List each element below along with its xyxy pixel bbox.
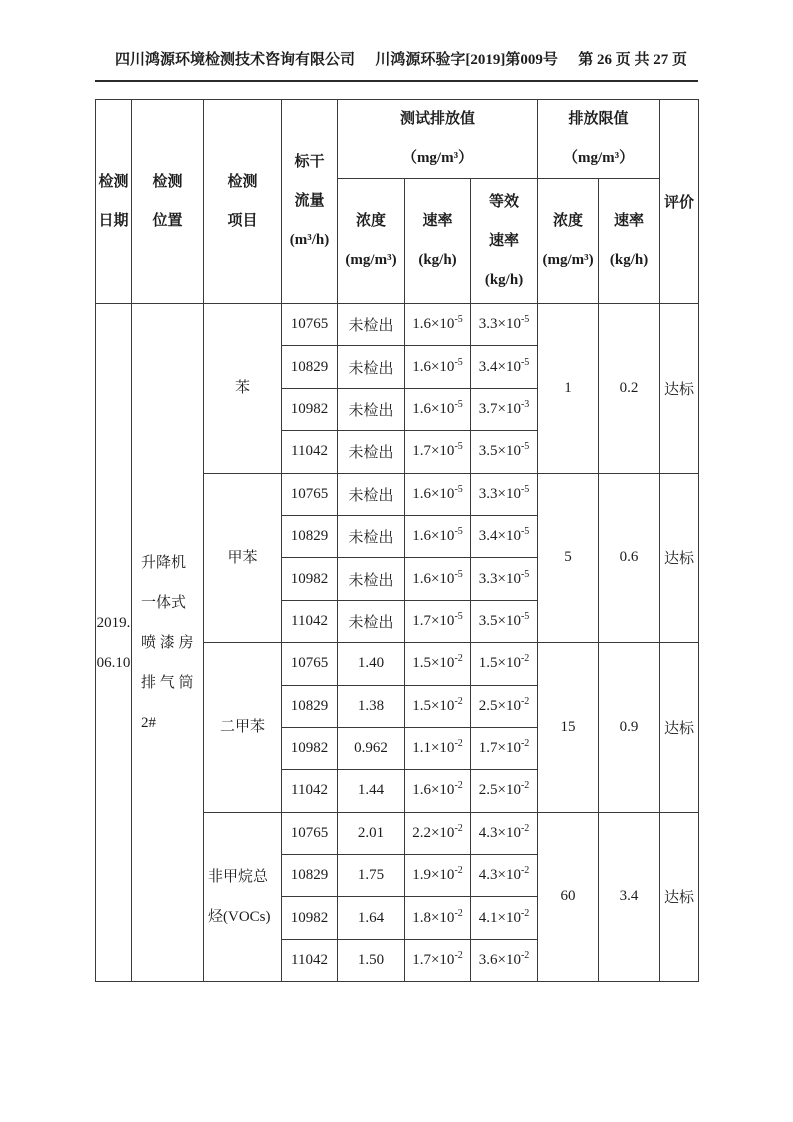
location-cell — [132, 304, 204, 982]
flow-cell: 10982 — [282, 897, 338, 939]
cell-line: 排放限值 — [568, 111, 629, 127]
cell-line: 浓度 — [553, 213, 584, 229]
rate-cell — [405, 600, 471, 642]
scientific-value: $4.1\times 10^{-2}$ — [478, 907, 530, 926]
cell-line: 一体式 — [141, 594, 187, 611]
flow-cell: 10829 — [282, 346, 338, 388]
cell-line: （mg/m³） — [401, 150, 474, 166]
item-cell — [204, 812, 282, 982]
scientific-value: $1.1\times 10^{-2}$ — [412, 738, 463, 757]
equivalent-rate-cell — [471, 346, 538, 388]
flow-cell: 10982 — [282, 558, 338, 600]
concentration-cell: 未检出 — [338, 473, 405, 515]
flow-cell: 10765 — [282, 643, 338, 685]
concentration-cell: 未检出 — [338, 558, 405, 600]
concentration-cell: 0.962 — [338, 727, 405, 769]
cell-line: 速率 — [614, 213, 645, 229]
flow-cell: 10765 — [282, 812, 338, 854]
equivalent-rate-cell — [471, 558, 538, 600]
scientific-value: $1.7\times 10^{-2}$ — [412, 950, 463, 969]
cell-line: 项目 — [227, 212, 258, 229]
scientific-value: $1.6\times 10^{-5}$ — [412, 526, 463, 545]
scientific-value: $2.2\times 10^{-2}$ — [412, 822, 463, 841]
scientific-value: $1.5\times 10^{-2}$ — [478, 653, 530, 672]
cell-line: 等效 — [489, 193, 520, 210]
flow-cell: 10765 — [282, 473, 338, 515]
equivalent-rate-cell — [471, 515, 538, 557]
rate-cell — [405, 643, 471, 685]
header-detection-item — [204, 100, 282, 304]
cell-line: (mg/m³) — [542, 252, 594, 268]
cell-line: (mg/m³) — [345, 252, 397, 268]
evaluation-cell: 达标 — [660, 304, 699, 474]
equivalent-rate-cell — [471, 770, 538, 812]
equivalent-rate-cell — [471, 431, 538, 473]
flow-cell: 10829 — [282, 515, 338, 557]
rate-cell — [405, 770, 471, 812]
rate-cell — [405, 515, 471, 557]
cell-line: 测试排放值 — [400, 111, 476, 127]
header-test-concentration — [338, 179, 405, 304]
scientific-value: $1.7\times 10^{-5}$ — [412, 441, 463, 460]
item-cell — [204, 473, 282, 643]
evaluation-cell: 达标 — [660, 643, 699, 813]
equivalent-rate-cell — [471, 600, 538, 642]
cell-line: 2# — [141, 714, 156, 731]
equivalent-rate-cell — [471, 388, 538, 430]
scientific-value: $1.6\times 10^{-5}$ — [412, 398, 463, 417]
limit-rate-cell: 0.2 — [599, 304, 660, 474]
header-equivalent-rate — [471, 179, 538, 304]
cell-line: (kg/h) — [484, 271, 524, 288]
scientific-value: $3.3\times 10^{-5}$ — [478, 483, 530, 502]
scientific-value: $1.6\times 10^{-5}$ — [412, 314, 463, 333]
rate-cell — [405, 812, 471, 854]
date-cell — [96, 304, 132, 982]
rate-cell — [405, 897, 471, 939]
limit-rate-cell: 0.6 — [599, 473, 660, 643]
concentration-cell: 未检出 — [338, 304, 405, 346]
equivalent-rate-cell — [471, 685, 538, 727]
flow-cell: 10982 — [282, 388, 338, 430]
scientific-value: $1.6\times 10^{-2}$ — [412, 780, 463, 799]
company-name: 四川鸿源环境检测技术咨询有限公司 — [115, 52, 356, 68]
limit-rate-cell: 0.9 — [599, 643, 660, 813]
flow-cell: 11042 — [282, 431, 338, 473]
item-cell — [204, 304, 282, 474]
cell-line: 速率 — [422, 213, 453, 229]
header-test-emission-group — [338, 100, 538, 179]
limit-concentration-cell: 60 — [538, 812, 599, 982]
equivalent-rate-cell — [471, 939, 538, 981]
cell-line: 甲苯 — [227, 549, 258, 566]
header-limit-rate — [599, 179, 660, 304]
header-test-rate — [405, 179, 471, 304]
concentration-cell: 1.50 — [338, 939, 405, 981]
rate-cell — [405, 388, 471, 430]
limit-concentration-cell: 15 — [538, 643, 599, 813]
limit-concentration-cell: 5 — [538, 473, 599, 643]
cell-line: (m³/h) — [289, 232, 330, 248]
scientific-value: $3.6\times 10^{-2}$ — [478, 950, 530, 969]
flow-cell: 10829 — [282, 855, 338, 897]
cell-line: 检测 — [227, 173, 258, 190]
header-emission-limit-group — [538, 100, 660, 179]
page-header — [95, 50, 698, 82]
concentration-cell: 1.64 — [338, 897, 405, 939]
flow-cell: 10829 — [282, 685, 338, 727]
emission-test-table — [95, 99, 699, 982]
cell-line: 喷 漆 房 — [141, 634, 194, 651]
scientific-value: $4.3\times 10^{-2}$ — [478, 822, 530, 841]
scientific-value: $3.4\times 10^{-5}$ — [478, 526, 530, 545]
scientific-value: $2.5\times 10^{-2}$ — [478, 780, 530, 799]
cell-line: 检测 — [152, 173, 183, 190]
concentration-cell: 1.75 — [338, 855, 405, 897]
concentration-cell: 1.44 — [338, 770, 405, 812]
flow-cell: 11042 — [282, 939, 338, 981]
equivalent-rate-cell — [471, 897, 538, 939]
header-standard-dry-flow — [282, 100, 338, 304]
scientific-value: $3.4\times 10^{-5}$ — [478, 356, 530, 375]
cell-line: 烃(VOCs) — [208, 908, 271, 925]
equivalent-rate-cell — [471, 855, 538, 897]
cell-line: 速率 — [489, 232, 520, 249]
scientific-value: $1.6\times 10^{-5}$ — [412, 568, 463, 587]
cell-line: 位置 — [152, 212, 183, 229]
scientific-value: $1.5\times 10^{-2}$ — [412, 653, 463, 672]
scientific-value: $2.5\times 10^{-2}$ — [478, 695, 530, 714]
header-detection-date — [96, 100, 132, 304]
cell-line: （mg/m³） — [562, 150, 635, 166]
doc-number: 川鸿源环验字[2019]第009号 — [375, 52, 558, 68]
table-body — [96, 304, 699, 982]
cell-line: 升降机 — [141, 554, 187, 571]
header-detection-location — [132, 100, 204, 304]
cell-line: 2019. — [96, 614, 131, 631]
cell-line: 非甲烷总 — [208, 868, 269, 885]
scientific-value: $1.7\times 10^{-5}$ — [412, 610, 463, 629]
concentration-cell: 未检出 — [338, 600, 405, 642]
evaluation-cell: 达标 — [660, 812, 699, 982]
cell-line: 流量 — [294, 193, 325, 209]
equivalent-rate-cell — [471, 727, 538, 769]
flow-cell: 10982 — [282, 727, 338, 769]
rate-cell — [405, 558, 471, 600]
header-limit-concentration — [538, 179, 599, 304]
rate-cell — [405, 473, 471, 515]
rate-cell — [405, 431, 471, 473]
concentration-cell: 1.40 — [338, 643, 405, 685]
scientific-value: $1.9\times 10^{-2}$ — [412, 865, 463, 884]
flow-cell: 11042 — [282, 770, 338, 812]
rate-cell — [405, 939, 471, 981]
cell-line: 标干 — [294, 154, 325, 170]
concentration-cell: 未检出 — [338, 431, 405, 473]
scientific-value: $1.6\times 10^{-5}$ — [412, 483, 463, 502]
limit-concentration-cell: 1 — [538, 304, 599, 474]
scientific-value: $3.7\times 10^{-3}$ — [478, 398, 530, 417]
concentration-cell: 未检出 — [338, 515, 405, 557]
flow-cell: 10765 — [282, 304, 338, 346]
rate-cell — [405, 855, 471, 897]
rate-cell — [405, 685, 471, 727]
cell-line: 苯 — [234, 380, 250, 397]
concentration-cell: 未检出 — [338, 346, 405, 388]
limit-rate-cell: 3.4 — [599, 812, 660, 982]
rate-cell — [405, 346, 471, 388]
scientific-value: $3.5\times 10^{-5}$ — [478, 610, 530, 629]
cell-line: (kg/h) — [418, 252, 457, 268]
header-evaluation: 评价 — [660, 100, 699, 304]
item-cell — [204, 643, 282, 813]
scientific-value: $3.3\times 10^{-5}$ — [478, 568, 530, 587]
equivalent-rate-cell — [471, 643, 538, 685]
cell-line: 日期 — [98, 212, 129, 229]
cell-line: 06.10 — [96, 654, 131, 671]
cell-line: 排 气 筒 — [141, 674, 194, 691]
equivalent-rate-cell — [471, 304, 538, 346]
scientific-value: $3.3\times 10^{-5}$ — [478, 314, 530, 333]
scientific-value: $1.7\times 10^{-2}$ — [478, 738, 530, 757]
concentration-cell: 1.38 — [338, 685, 405, 727]
concentration-cell: 未检出 — [338, 388, 405, 430]
scientific-value: $1.6\times 10^{-5}$ — [412, 356, 463, 375]
flow-cell: 11042 — [282, 600, 338, 642]
scientific-value: $3.5\times 10^{-5}$ — [478, 441, 530, 460]
cell-line: (kg/h) — [609, 252, 649, 268]
concentration-cell: 2.01 — [338, 812, 405, 854]
table-row — [96, 304, 699, 346]
evaluation-cell: 达标 — [660, 473, 699, 643]
rate-cell — [405, 304, 471, 346]
cell-line: 二甲苯 — [219, 719, 265, 736]
equivalent-rate-cell — [471, 812, 538, 854]
scientific-value: $4.3\times 10^{-2}$ — [478, 865, 530, 884]
rate-cell — [405, 727, 471, 769]
cell-line: 检测 — [98, 173, 129, 190]
scientific-value: $1.8\times 10^{-2}$ — [412, 907, 463, 926]
equivalent-rate-cell — [471, 473, 538, 515]
page-info: 第 26 页 共 27 页 — [578, 52, 687, 68]
cell-line: 浓度 — [355, 213, 386, 229]
scientific-value: $1.5\times 10^{-2}$ — [412, 695, 463, 714]
